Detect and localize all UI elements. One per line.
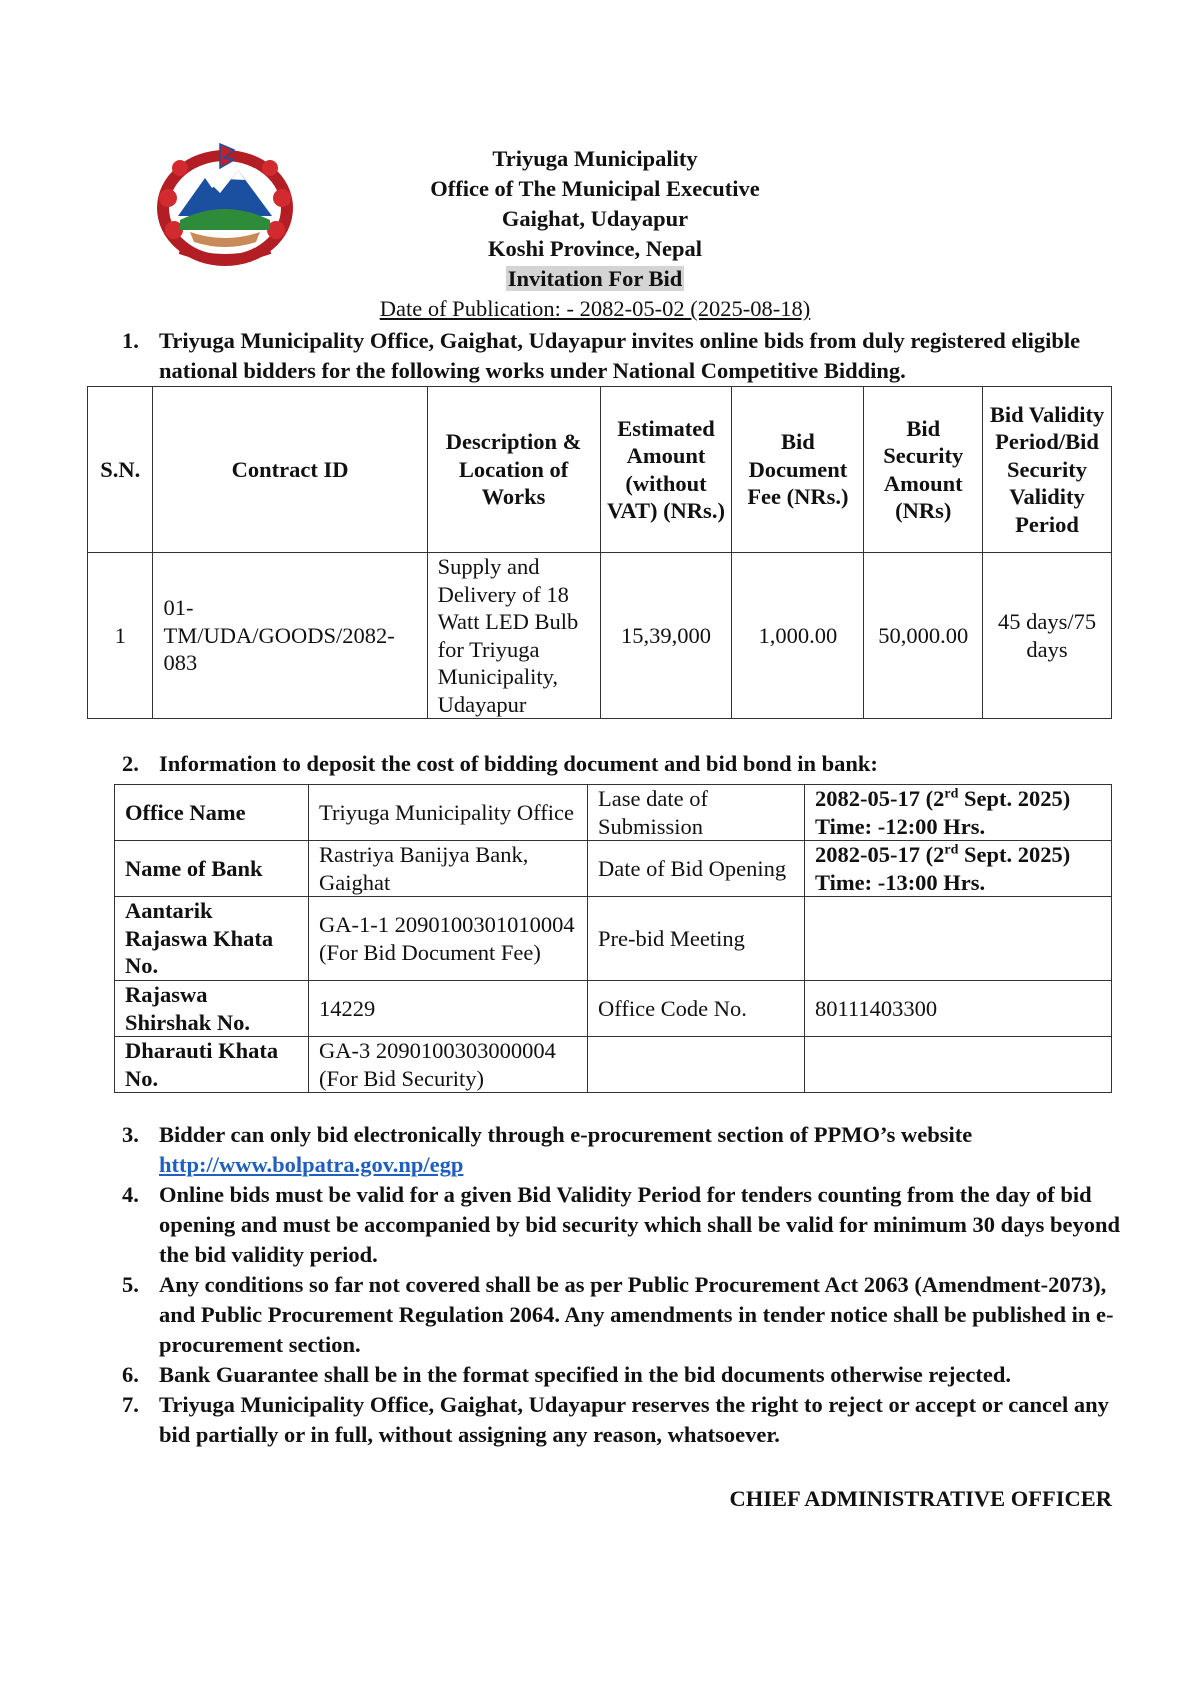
aantarik-value: GA-1-1 2090100301010004 (For Bid Document Fee) [309, 897, 588, 981]
opening-date [815, 842, 1070, 867]
empty-cell [805, 1037, 1112, 1093]
item-text: Online bids must be valid for a given Bid Validity Period for tenders counting from the day of bid opening and must be accompanied by bid security which shall be valid for minimum 30 days beyond the bid validity period. [159, 1182, 1120, 1267]
bolpatra-link[interactable]: http://www.bolpatra.gov.np/egp [159, 1152, 464, 1177]
table-row [115, 897, 1112, 981]
item-text: Bank Guarantee shall be in the format specified in the bid documents otherwise rejected. [159, 1362, 1012, 1387]
office-name-label: Office Name [115, 785, 309, 841]
item-text: Triyuga Municipality Office, Gaighat, Udayapur invites online bids from duly registered eligible national bidders for the following works under National Competitive Bidding. [159, 328, 1081, 383]
works-table-header-row [88, 387, 1112, 553]
cell-validity-period: 45 days/75 days [983, 553, 1112, 719]
submission-value [805, 785, 1112, 841]
cell-bid-security: 50,000.00 [864, 553, 983, 719]
bank-name-label: Name of Bank [115, 841, 309, 897]
item-text: Any conditions so far not covered shall be as per Public Procurement Act 2063 (Amendment-2073), and Public Procurement Regulation 2064. Any amendments in tender notice shall be published in e-procurement section. [159, 1272, 1114, 1357]
submission-date-suffix: rd [944, 786, 959, 802]
submission-label: Lase date of Submission [588, 785, 805, 841]
cell-document-fee: 1,000.00 [732, 553, 864, 719]
opening-label: Date of Bid Opening [588, 841, 805, 897]
works-table [87, 386, 1112, 719]
bank-info-table [114, 784, 1112, 1093]
item-number: 2. [122, 751, 139, 776]
item-text: Information to deposit the cost of bidding document and bid bond in bank: [159, 751, 878, 776]
submission-date-part: 2082-05-17 (2 [815, 786, 945, 811]
opening-date-part: 2082-05-17 (2 [815, 842, 945, 867]
office-name-value: Triyuga Municipality Office [309, 785, 588, 841]
document-title [360, 264, 830, 294]
header-contract-id: Contract ID [153, 387, 427, 553]
item-text [159, 1120, 1122, 1180]
table-row [88, 553, 1112, 719]
item-number: 4. [122, 1182, 139, 1207]
item-text-body: Bidder can only bid electronically through e-procurement section of PPMO’s website [159, 1122, 973, 1147]
signature-title: CHIEF ADMINISTRATIVE OFFICER [729, 1486, 1112, 1511]
municipality-name: Triyuga Municipality [492, 146, 698, 171]
submission-date [815, 786, 1070, 811]
cell-sn: 1 [88, 553, 153, 719]
opening-value [805, 841, 1112, 897]
item-number: 1. [122, 328, 139, 353]
office-name: Office of The Municipal Executive [430, 176, 760, 201]
shirshak-value: 14229 [309, 981, 588, 1037]
item-number: 6. [122, 1362, 139, 1387]
cell-description: Supply and Delivery of 18 Watt LED Bulb for Triyuga Municipality, Udayapur [427, 553, 600, 719]
item-number: 7. [122, 1392, 139, 1417]
dharauti-value: GA-3 2090100303000004 (For Bid Security) [309, 1037, 588, 1093]
letterhead [360, 144, 830, 324]
table-row [115, 785, 1112, 841]
province: Koshi Province, Nepal [488, 236, 702, 261]
opening-date-suffix: rd [944, 842, 959, 858]
office-code-value: 80111403300 [805, 981, 1112, 1037]
cell-contract-id: 01-TM/UDA/GOODS/2082-083 [153, 553, 427, 719]
table-row [115, 981, 1112, 1037]
document-title-text: Invitation For Bid [507, 266, 683, 291]
opening-date-part: Sept. 2025) [958, 842, 1071, 867]
prebid-value [805, 897, 1112, 981]
shirshak-label: Rajaswa Shirshak No. [115, 981, 309, 1037]
empty-cell [588, 1037, 805, 1093]
opening-time: Time: -13:00 Hrs. [815, 869, 986, 895]
header-validity-period: Bid Validity Period/Bid Security Validity Period [983, 387, 1112, 553]
publication-date: Date of Publication: - 2082-05-02 (2025-08-18) [379, 296, 811, 321]
submission-date-part: Sept. 2025) [958, 786, 1071, 811]
aantarik-label: Aantarik Rajaswa Khata No. [115, 897, 309, 981]
item-text: Triyuga Municipality Office, Gaighat, Udayapur reserves the right to reject or accept or cancel any bid partially or in full, without assigning any reason, whatsoever. [159, 1392, 1109, 1447]
bank-name-value: Rastriya Banijya Bank, Gaighat [309, 841, 588, 897]
header-document-fee: Bid Document Fee (NRs.) [732, 387, 864, 553]
header-bid-security: Bid Security Amount (NRs) [864, 387, 983, 553]
office-code-label: Office Code No. [588, 981, 805, 1037]
nepal-emblem-logo [150, 138, 300, 270]
item-number: 5. [122, 1272, 139, 1297]
dharauti-label: Dharauti Khata No. [115, 1037, 309, 1093]
table-row [115, 1037, 1112, 1093]
header-estimated-amount: Estimated Amount (without VAT) (NRs.) [600, 387, 732, 553]
table-row [115, 841, 1112, 897]
office-location: Gaighat, Udayapur [501, 206, 689, 231]
header-description: Description & Location of Works [427, 387, 600, 553]
submission-time: Time: -12:00 Hrs. [815, 813, 986, 839]
cell-estimated-amount: 15,39,000 [600, 553, 732, 719]
prebid-label: Pre-bid Meeting [588, 897, 805, 981]
header-sn: S.N. [88, 387, 153, 553]
item-number: 3. [122, 1122, 139, 1147]
